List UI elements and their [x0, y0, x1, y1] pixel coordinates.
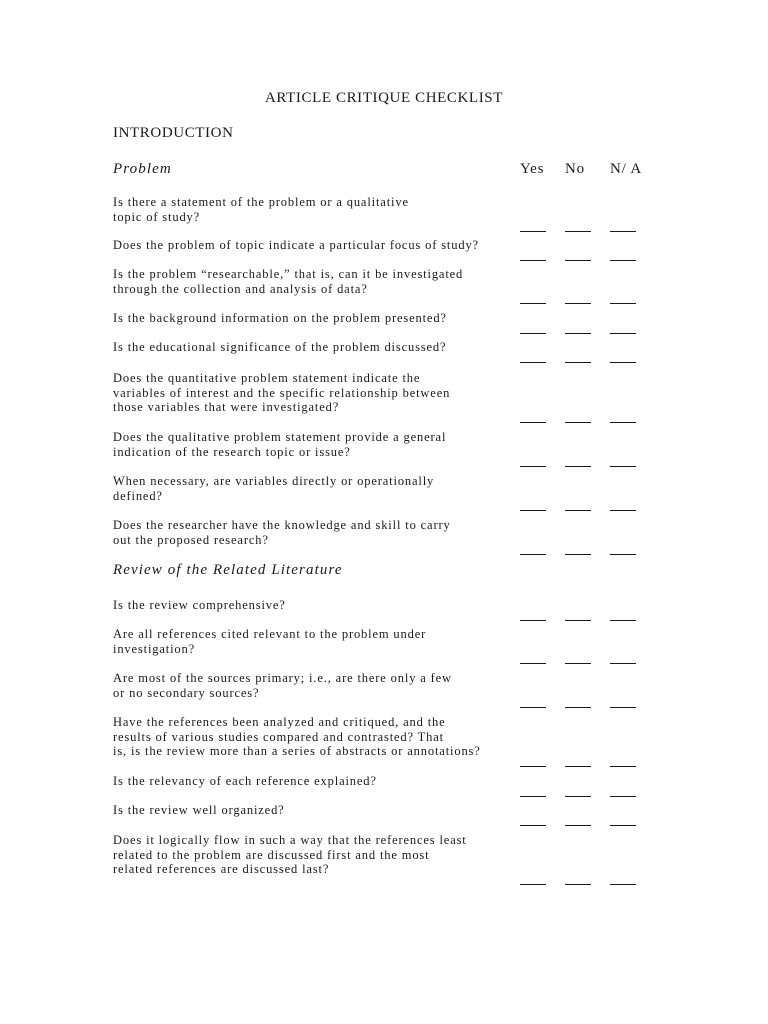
yes-answer-blank[interactable]: [520, 303, 546, 304]
question-text: [113, 715, 513, 759]
question-line: or no secondary sources?: [113, 685, 260, 700]
question-line: Does the researcher have the knowledge and skill to carry: [113, 518, 451, 532]
question-line: variables of interest and the specific relationship between: [113, 385, 451, 400]
no-answer-blank[interactable]: [565, 796, 591, 797]
question-line: When necessary, are variables directly or operationally: [113, 474, 435, 488]
no-answer-blank[interactable]: [565, 707, 591, 708]
yes-answer-blank[interactable]: [520, 333, 546, 334]
question-text: [113, 371, 513, 415]
yes-answer-blank[interactable]: [520, 510, 546, 511]
no-answer-blank[interactable]: [565, 362, 591, 363]
question-line: Is the problem “researchable,” that is, can it be investigated: [113, 267, 464, 281]
question-line: is, is the review more than a series of abstracts or annotations?: [113, 744, 481, 759]
question-text: [113, 803, 513, 818]
question-line: Is the review comprehensive?: [113, 598, 286, 612]
yes-answer-blank[interactable]: [520, 766, 546, 767]
question-line: Is the review well organized?: [113, 803, 285, 817]
yes-answer-blank[interactable]: [520, 620, 546, 621]
question-text: [113, 267, 513, 296]
na-answer-blank[interactable]: [610, 796, 636, 797]
question-text: [113, 598, 513, 613]
no-answer-blank[interactable]: [565, 422, 591, 423]
no-answer-blank[interactable]: [565, 554, 591, 555]
na-answer-blank[interactable]: [610, 766, 636, 767]
question-line: Does the problem of topic indicate a particular focus of study?: [113, 238, 479, 252]
question-line: Does it logically flow in such a way that the references least: [113, 833, 467, 847]
column-header-na: N/ A: [610, 161, 642, 177]
yes-answer-blank[interactable]: [520, 362, 546, 363]
na-answer-blank[interactable]: [610, 333, 636, 334]
yes-answer-blank[interactable]: [520, 796, 546, 797]
question-line: Does the quantitative problem statement indicate the: [113, 371, 421, 385]
no-answer-blank[interactable]: [565, 231, 591, 232]
question-text: [113, 340, 513, 355]
column-header-yes: Yes: [520, 161, 545, 177]
question-line: through the collection and analysis of data?: [113, 281, 368, 296]
no-answer-blank[interactable]: [565, 333, 591, 334]
question-text: [113, 238, 513, 253]
na-answer-blank[interactable]: [610, 620, 636, 621]
question-text: [113, 311, 513, 326]
document-title: ARTICLE CRITIQUE CHECKLIST: [264, 90, 503, 106]
yes-answer-blank[interactable]: [520, 825, 546, 826]
no-answer-blank[interactable]: [565, 303, 591, 304]
na-answer-blank[interactable]: [610, 260, 636, 261]
na-answer-blank[interactable]: [610, 707, 636, 708]
question-line: topic of study?: [113, 209, 201, 224]
na-answer-blank[interactable]: [610, 825, 636, 826]
question-line: those variables that were investigated?: [113, 400, 340, 415]
no-answer-blank[interactable]: [565, 510, 591, 511]
yes-answer-blank[interactable]: [520, 663, 546, 664]
na-answer-blank[interactable]: [610, 510, 636, 511]
question-line: related to the problem are discussed first and the most: [113, 847, 430, 862]
na-answer-blank[interactable]: [610, 422, 636, 423]
yes-answer-blank[interactable]: [520, 422, 546, 423]
question-text: [113, 474, 513, 503]
question-line: out the proposed research?: [113, 532, 269, 547]
na-answer-blank[interactable]: [610, 362, 636, 363]
question-text: [113, 671, 513, 700]
section-heading-introduction: INTRODUCTION: [113, 125, 234, 141]
no-answer-blank[interactable]: [565, 260, 591, 261]
na-answer-blank[interactable]: [610, 554, 636, 555]
question-text: [113, 430, 513, 459]
subheading-problem: Problem: [113, 161, 172, 177]
question-line: results of various studies compared and contrasted? That: [113, 729, 444, 744]
na-answer-blank[interactable]: [610, 884, 636, 885]
no-answer-blank[interactable]: [565, 884, 591, 885]
yes-answer-blank[interactable]: [520, 707, 546, 708]
question-text: [113, 627, 513, 656]
yes-answer-blank[interactable]: [520, 231, 546, 232]
question-line: indication of the research topic or issue?: [113, 444, 351, 459]
yes-answer-blank[interactable]: [520, 260, 546, 261]
question-line: Does the qualitative problem statement provide a general: [113, 430, 447, 444]
question-line: Are most of the sources primary; i.e., are there only a few: [113, 671, 452, 685]
question-text: [113, 195, 513, 224]
question-line: Is the educational significance of the problem discussed?: [113, 340, 447, 354]
question-line: Is there a statement of the problem or a qualitative: [113, 195, 409, 209]
column-header-no: No: [565, 161, 585, 177]
question-line: Is the relevancy of each reference explained?: [113, 774, 377, 788]
no-answer-blank[interactable]: [565, 663, 591, 664]
yes-answer-blank[interactable]: [520, 884, 546, 885]
question-line: defined?: [113, 488, 163, 503]
na-answer-blank[interactable]: [610, 663, 636, 664]
no-answer-blank[interactable]: [565, 825, 591, 826]
subheading-literature-review: Review of the Related Literature: [113, 562, 343, 578]
no-answer-blank[interactable]: [565, 766, 591, 767]
na-answer-blank[interactable]: [610, 231, 636, 232]
question-line: Is the background information on the problem presented?: [113, 311, 447, 325]
yes-answer-blank[interactable]: [520, 554, 546, 555]
question-line: Are all references cited relevant to the problem under: [113, 627, 427, 641]
question-line: investigation?: [113, 641, 196, 656]
question-line: related references are discussed last?: [113, 862, 330, 877]
yes-answer-blank[interactable]: [520, 466, 546, 467]
question-line: Have the references been analyzed and critiqued, and the: [113, 715, 446, 729]
na-answer-blank[interactable]: [610, 466, 636, 467]
na-answer-blank[interactable]: [610, 303, 636, 304]
question-text: [113, 774, 513, 789]
no-answer-blank[interactable]: [565, 466, 591, 467]
no-answer-blank[interactable]: [565, 620, 591, 621]
question-text: [113, 833, 513, 877]
question-text: [113, 518, 513, 547]
